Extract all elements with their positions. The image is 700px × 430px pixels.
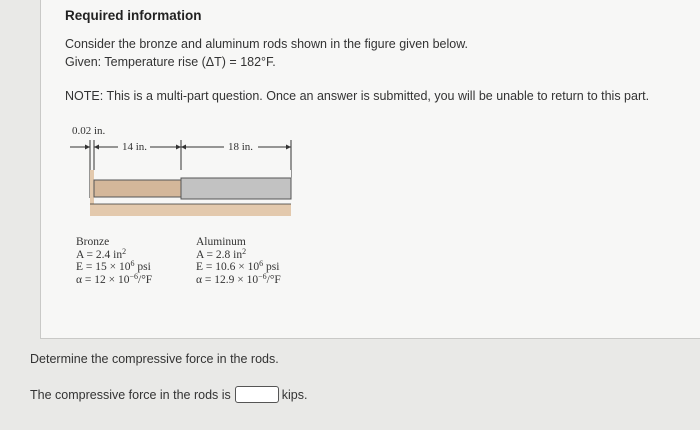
gap-arrowhead — [85, 145, 90, 150]
aluminum-rod — [181, 178, 291, 199]
gap-label: 0.02 in. — [72, 125, 106, 137]
compressive-force-input[interactable] — [235, 386, 279, 403]
answer-prefix: The compressive force in the rods is — [30, 387, 231, 402]
aluminum-modulus: $E = 10.6 \times 10^6$ psi — [196, 259, 280, 273]
aluminum-area: A = 2.8 $in^2$ — [196, 246, 247, 261]
question-text: Determine the compressive force in the rods. — [30, 352, 279, 366]
aluminum-name: Aluminum — [196, 236, 246, 248]
answer-unit: kips. — [281, 387, 308, 402]
bronze-area: A = 2.4 $in^2$ — [76, 246, 127, 261]
bronze-dim-arrow-right — [176, 145, 181, 150]
bronze-name: Bronze — [76, 236, 110, 248]
bronze-modulus: $E = 15 \times 10^6$ psi — [76, 259, 151, 273]
bronze-rod — [94, 180, 181, 197]
aluminum-properties — [196, 236, 281, 286]
problem-statement: Consider the bronze and aluminum rods shown in the figure given below. — [65, 37, 469, 51]
bronze-properties — [76, 236, 152, 286]
bronze-length-label: 14 in. — [122, 141, 148, 153]
aluminum-dim-arrow-right — [286, 145, 291, 150]
bronze-alpha: $\alpha = 12 \times 10^{-6}/^\circ F$ — [76, 271, 153, 286]
aluminum-length-label: 18 in. — [228, 141, 254, 153]
given-temperature-rise: Given: Temperature rise (ΔT) = 182°F. — [65, 55, 276, 69]
section-heading: Required information — [65, 8, 202, 23]
bronze-dim-arrow-left — [94, 145, 99, 150]
multi-part-note: NOTE: This is a multi-part question. Once an answer is submitted, you will be unable to return to this part. — [65, 89, 650, 103]
aluminum-alpha: $\alpha = 12.9 \times 10^{-6}/^\circ F$ — [196, 271, 281, 286]
answer-row — [30, 386, 307, 403]
